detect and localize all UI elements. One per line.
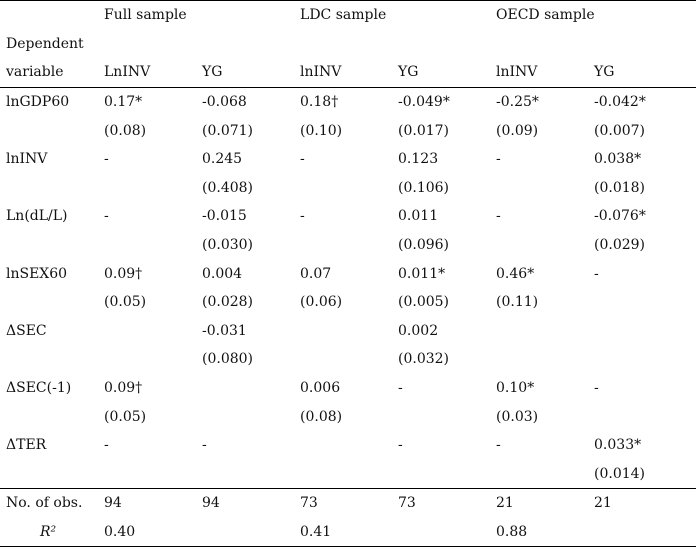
table-cell bbox=[590, 345, 696, 374]
table-cell bbox=[590, 402, 696, 431]
table-cell: -0.015 bbox=[202, 208, 247, 225]
obs-row bbox=[0, 489, 696, 518]
table-cell: (0.11) bbox=[496, 294, 539, 311]
col-header: YG bbox=[594, 64, 615, 81]
table-cell: (0.007) bbox=[594, 122, 646, 139]
table-row bbox=[0, 231, 696, 260]
r2-cell bbox=[394, 518, 492, 547]
table-cell bbox=[492, 345, 590, 374]
table-cell: 0.09† bbox=[104, 265, 143, 282]
dependent-row bbox=[0, 30, 696, 59]
table-cell bbox=[296, 345, 394, 374]
table-cell: 0.038* bbox=[594, 151, 642, 168]
row-label bbox=[0, 231, 100, 260]
table-cell: -0.25* bbox=[492, 87, 590, 116]
table-cell: -0.042* bbox=[590, 87, 696, 116]
row-label: ΔSEC(-1) bbox=[6, 380, 72, 397]
table-cell: (0.03) bbox=[496, 408, 539, 425]
table-cell: 0.123 bbox=[398, 151, 439, 168]
table-cell bbox=[492, 460, 590, 489]
group-header-row bbox=[0, 1, 696, 30]
col-header: LnINV bbox=[104, 64, 151, 81]
table-cell: 0.245 bbox=[202, 151, 243, 168]
row-label bbox=[0, 345, 100, 374]
table-cell bbox=[492, 317, 590, 346]
table-cell bbox=[198, 402, 296, 431]
table-cell bbox=[296, 231, 394, 260]
table-row bbox=[0, 145, 696, 174]
table-cell: (0.408) bbox=[202, 179, 254, 196]
table-cell: (0.05) bbox=[104, 408, 147, 425]
table-cell bbox=[198, 374, 296, 403]
table-cell: (0.014) bbox=[594, 465, 646, 482]
table-cell: - bbox=[496, 151, 501, 168]
table-cell: - bbox=[398, 380, 403, 397]
table-cell: - bbox=[496, 437, 501, 454]
row-label: lnINV bbox=[6, 151, 48, 168]
table-cell bbox=[590, 288, 696, 317]
group-ldc-sample: LDC sample bbox=[296, 1, 492, 30]
table-cell: (0.030) bbox=[202, 237, 254, 254]
table-cell bbox=[100, 231, 198, 260]
table-cell: (0.017) bbox=[398, 122, 450, 139]
table-cell: 0.033* bbox=[594, 437, 642, 454]
row-label: ΔSEC bbox=[6, 322, 47, 339]
table-row bbox=[0, 460, 696, 489]
table-cell: (0.071) bbox=[202, 122, 254, 139]
table-cell bbox=[394, 460, 492, 489]
table-row bbox=[0, 87, 696, 116]
row-label: lnGDP60 bbox=[0, 87, 100, 116]
row-label bbox=[0, 460, 100, 489]
table-row bbox=[0, 259, 696, 288]
table-row bbox=[0, 202, 696, 231]
table-cell: 0.18† bbox=[296, 87, 394, 116]
dependent-label: Dependent bbox=[6, 35, 84, 52]
row-label: ΔTER bbox=[6, 437, 47, 454]
table-cell: - bbox=[202, 437, 207, 454]
table-cell: 0.09† bbox=[104, 380, 143, 397]
table-cell: -0.049* bbox=[394, 87, 492, 116]
obs-cell: 73 bbox=[394, 489, 492, 518]
table-row bbox=[0, 374, 696, 403]
obs-cell: 21 bbox=[492, 489, 590, 518]
obs-cell: 73 bbox=[296, 489, 394, 518]
table-cell: (0.08) bbox=[300, 408, 343, 425]
table-row bbox=[0, 317, 696, 346]
table-cell bbox=[198, 460, 296, 489]
r2-cell: 0.40 bbox=[100, 518, 198, 547]
table-cell: 0.10* bbox=[496, 380, 535, 397]
table-cell: (0.10) bbox=[300, 122, 343, 139]
col-header: YG bbox=[202, 64, 223, 81]
table-cell: - bbox=[594, 380, 599, 397]
table-cell: (0.029) bbox=[594, 237, 646, 254]
table-cell: - bbox=[398, 437, 403, 454]
table-cell: (0.08) bbox=[104, 122, 147, 139]
table-row bbox=[0, 174, 696, 203]
table-cell: 0.17* bbox=[100, 87, 198, 116]
table-cell: (0.080) bbox=[202, 351, 254, 368]
column-header-row bbox=[0, 58, 696, 87]
row-label: lnSEX60 bbox=[6, 265, 68, 282]
table-cell: 0.006 bbox=[300, 380, 341, 397]
table-cell: - bbox=[300, 208, 305, 225]
table-cell bbox=[100, 174, 198, 203]
table-cell: (0.096) bbox=[398, 237, 450, 254]
table-row bbox=[0, 116, 696, 145]
group-oecd-sample: OECD sample bbox=[492, 1, 696, 30]
table-cell: 0.07 bbox=[300, 265, 332, 282]
table-cell bbox=[296, 174, 394, 203]
table-cell bbox=[492, 231, 590, 260]
table-cell: - bbox=[104, 151, 109, 168]
table-cell: - bbox=[496, 208, 501, 225]
table-cell: (0.028) bbox=[202, 294, 254, 311]
table-cell: 0.011 bbox=[398, 208, 439, 225]
table-cell bbox=[296, 431, 394, 460]
table-cell: -0.068 bbox=[198, 87, 296, 116]
table-row bbox=[0, 345, 696, 374]
table-cell bbox=[100, 345, 198, 374]
table-cell: (0.005) bbox=[398, 294, 450, 311]
table-cell: (0.06) bbox=[300, 294, 343, 311]
obs-label: No. of obs. bbox=[0, 489, 100, 518]
table-row bbox=[0, 402, 696, 431]
table-cell: - bbox=[594, 265, 599, 282]
table-cell: (0.05) bbox=[104, 294, 147, 311]
header-blank bbox=[0, 1, 100, 30]
obs-cell: 94 bbox=[100, 489, 198, 518]
col-header: YG bbox=[398, 64, 419, 81]
variable-label: variable bbox=[6, 64, 64, 81]
row-label bbox=[0, 116, 100, 145]
table-cell: - bbox=[104, 437, 109, 454]
table-row bbox=[0, 431, 696, 460]
r2-cell: 0.41 bbox=[296, 518, 394, 547]
table-cell: (0.018) bbox=[594, 179, 646, 196]
obs-cell: 94 bbox=[198, 489, 296, 518]
table-cell: - bbox=[104, 208, 109, 225]
table-cell bbox=[394, 402, 492, 431]
row-label bbox=[0, 402, 100, 431]
table-cell: - bbox=[300, 151, 305, 168]
table-cell bbox=[296, 317, 394, 346]
col-header: lnINV bbox=[300, 64, 342, 81]
r2-cell bbox=[590, 518, 696, 547]
group-full-sample: Full sample bbox=[100, 1, 296, 30]
table-cell: 0.004 bbox=[202, 265, 243, 282]
r2-cell bbox=[198, 518, 296, 547]
obs-cell: 21 bbox=[590, 489, 696, 518]
table-cell: (0.106) bbox=[398, 179, 450, 196]
table-cell: (0.09) bbox=[496, 122, 539, 139]
table-cell: 0.46* bbox=[496, 265, 535, 282]
r2-cell: 0.88 bbox=[492, 518, 590, 547]
table-cell bbox=[590, 317, 696, 346]
table-cell bbox=[100, 460, 198, 489]
row-label: Ln(dL/L) bbox=[6, 208, 68, 225]
table-cell bbox=[296, 460, 394, 489]
row-label bbox=[0, 174, 100, 203]
table-cell bbox=[492, 174, 590, 203]
table-cell: 0.002 bbox=[398, 322, 439, 339]
row-label bbox=[0, 288, 100, 317]
r2-row bbox=[0, 518, 696, 547]
table-cell bbox=[100, 317, 198, 346]
col-header: lnINV bbox=[496, 64, 538, 81]
table-cell: 0.011* bbox=[398, 265, 446, 282]
table-row bbox=[0, 288, 696, 317]
table-cell: -0.076* bbox=[594, 208, 646, 225]
r2-label: R² bbox=[0, 518, 100, 547]
table-cell: -0.031 bbox=[202, 322, 247, 339]
table-cell: (0.032) bbox=[398, 351, 450, 368]
